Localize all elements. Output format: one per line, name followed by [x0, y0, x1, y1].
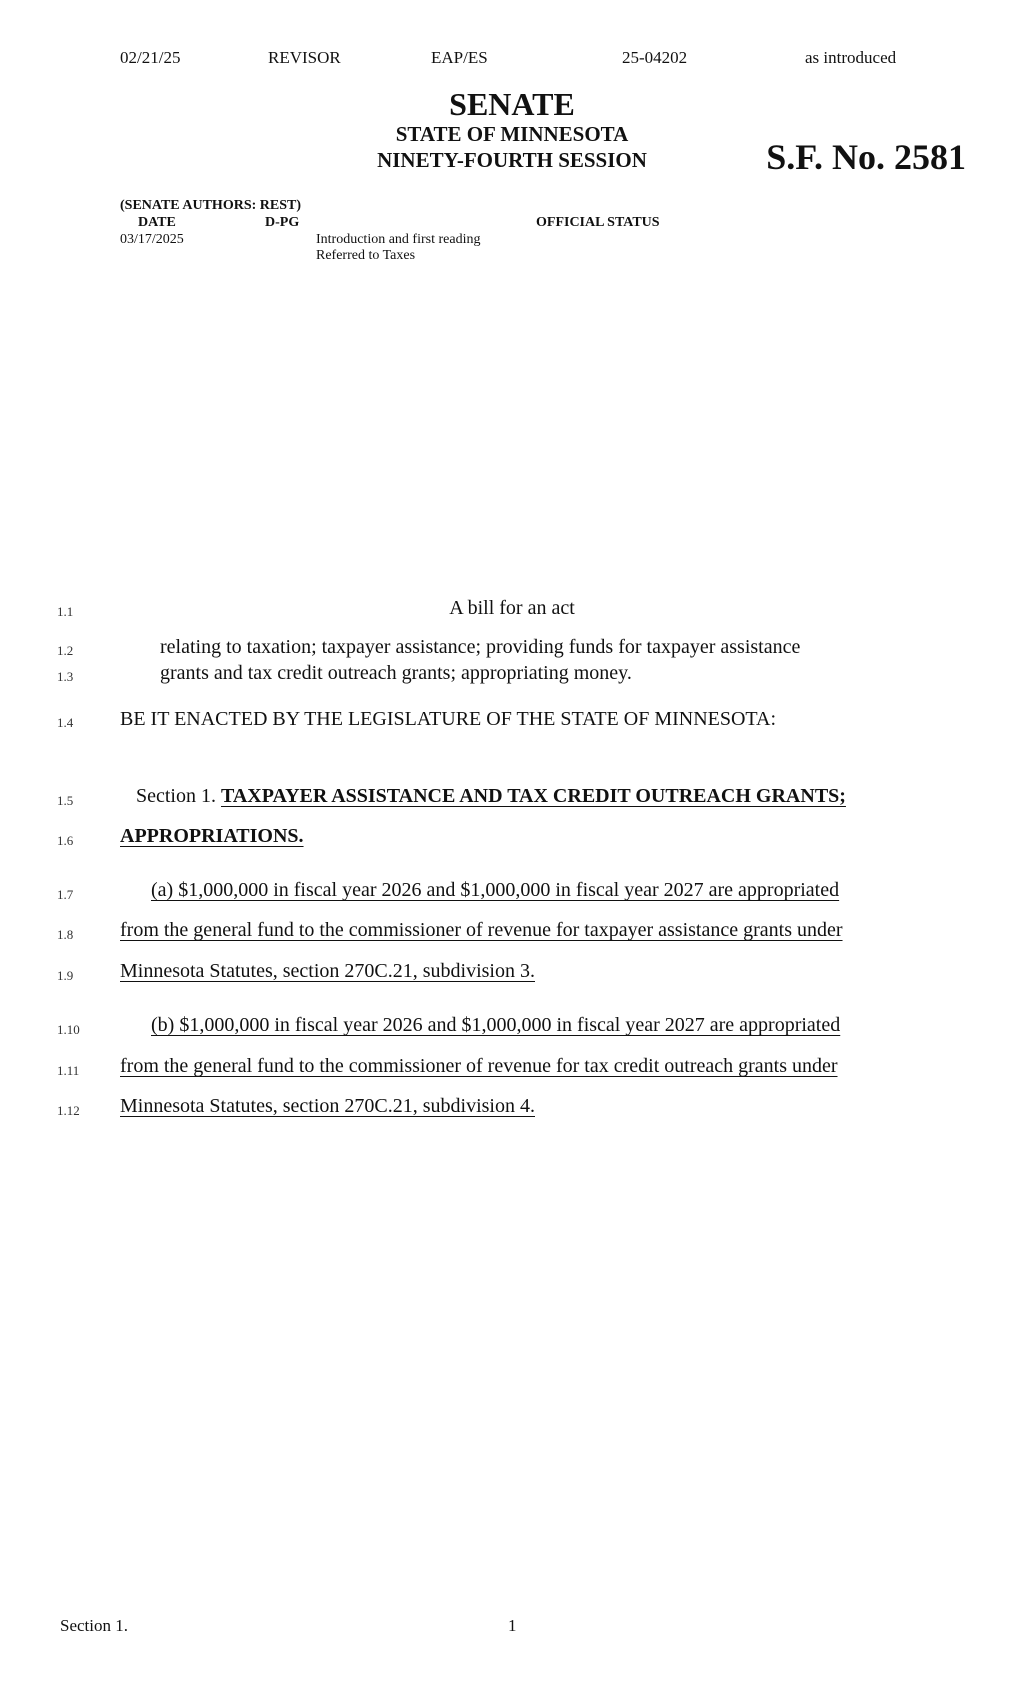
- bill-heading: A bill for an act: [449, 597, 575, 619]
- line-number: 1.12: [57, 1103, 80, 1118]
- line-number: 1.9: [57, 968, 74, 983]
- line-number: 1.6: [57, 833, 74, 848]
- col-dpg-header: D-PG: [265, 215, 300, 230]
- body-line: Minnesota Statutes, section 270C.21, subdivision 4.: [120, 1095, 535, 1117]
- body-line: (b) $1,000,000 in fiscal year 2026 and $1,000,000 in fiscal year 2027 are appropriated: [151, 1014, 841, 1036]
- page-number: 1: [508, 1616, 517, 1635]
- line-number: 1.4: [57, 715, 74, 730]
- col-status-header: OFFICIAL STATUS: [536, 215, 660, 230]
- header-doc-id: 25-04202: [622, 48, 688, 67]
- line-number: 1.2: [57, 643, 74, 658]
- line-number: 1.8: [57, 927, 74, 942]
- action-date: 03/17/2025: [120, 232, 184, 247]
- line-number: 1.11: [57, 1063, 80, 1078]
- enacting-clause: BE IT ENACTED BY THE LEGISLATURE OF THE STATE OF MINNESOTA:: [120, 708, 777, 730]
- line-number: 1.10: [57, 1022, 80, 1037]
- line-number: 1.1: [57, 604, 74, 619]
- state-title: STATE OF MINNESOTA: [395, 122, 629, 146]
- section-heading: APPROPRIATIONS.: [120, 825, 304, 847]
- action-text: Introduction and first reading: [316, 232, 481, 247]
- footer-section: Section 1.: [60, 1616, 128, 1635]
- body-line: Minnesota Statutes, section 270C.21, subdivision 3.: [120, 960, 535, 982]
- line-number: 1.5: [57, 793, 74, 808]
- header-date: 02/21/25: [120, 48, 181, 67]
- session-title: NINETY-FOURTH SESSION: [377, 148, 647, 172]
- action-text: Referred to Taxes: [316, 248, 416, 263]
- line-number: 1.3: [57, 669, 74, 684]
- line-number: 1.7: [57, 887, 74, 902]
- header-drafter: EAP/ES: [431, 48, 488, 67]
- body-line: from the general fund to the commissioner of revenue for taxpayer assistance grants under: [120, 919, 843, 941]
- bill-title-line: grants and tax credit outreach grants; appropriating money.: [160, 662, 632, 684]
- bill-number: S.F. No. 2581: [766, 137, 966, 177]
- header-office: REVISOR: [268, 48, 341, 67]
- section-prefix: Section 1.: [136, 785, 221, 807]
- col-date-header: DATE: [138, 215, 176, 230]
- bill-title-line: relating to taxation; taxpayer assistance; providing funds for taxpayer assistance: [160, 636, 801, 658]
- body-line: (a) $1,000,000 in fiscal year 2026 and $1,000,000 in fiscal year 2027 are appropriated: [151, 879, 840, 901]
- section-line: [136, 785, 846, 808]
- chamber-title: SENATE: [449, 86, 575, 122]
- authors-label: (SENATE AUTHORS: REST): [120, 198, 302, 213]
- header-version: as introduced: [805, 48, 897, 67]
- body-line: from the general fund to the commissioner of revenue for tax credit outreach grants under: [120, 1055, 838, 1077]
- section-heading: TAXPAYER ASSISTANCE AND TAX CREDIT OUTREACH GRANTS;: [221, 785, 846, 807]
